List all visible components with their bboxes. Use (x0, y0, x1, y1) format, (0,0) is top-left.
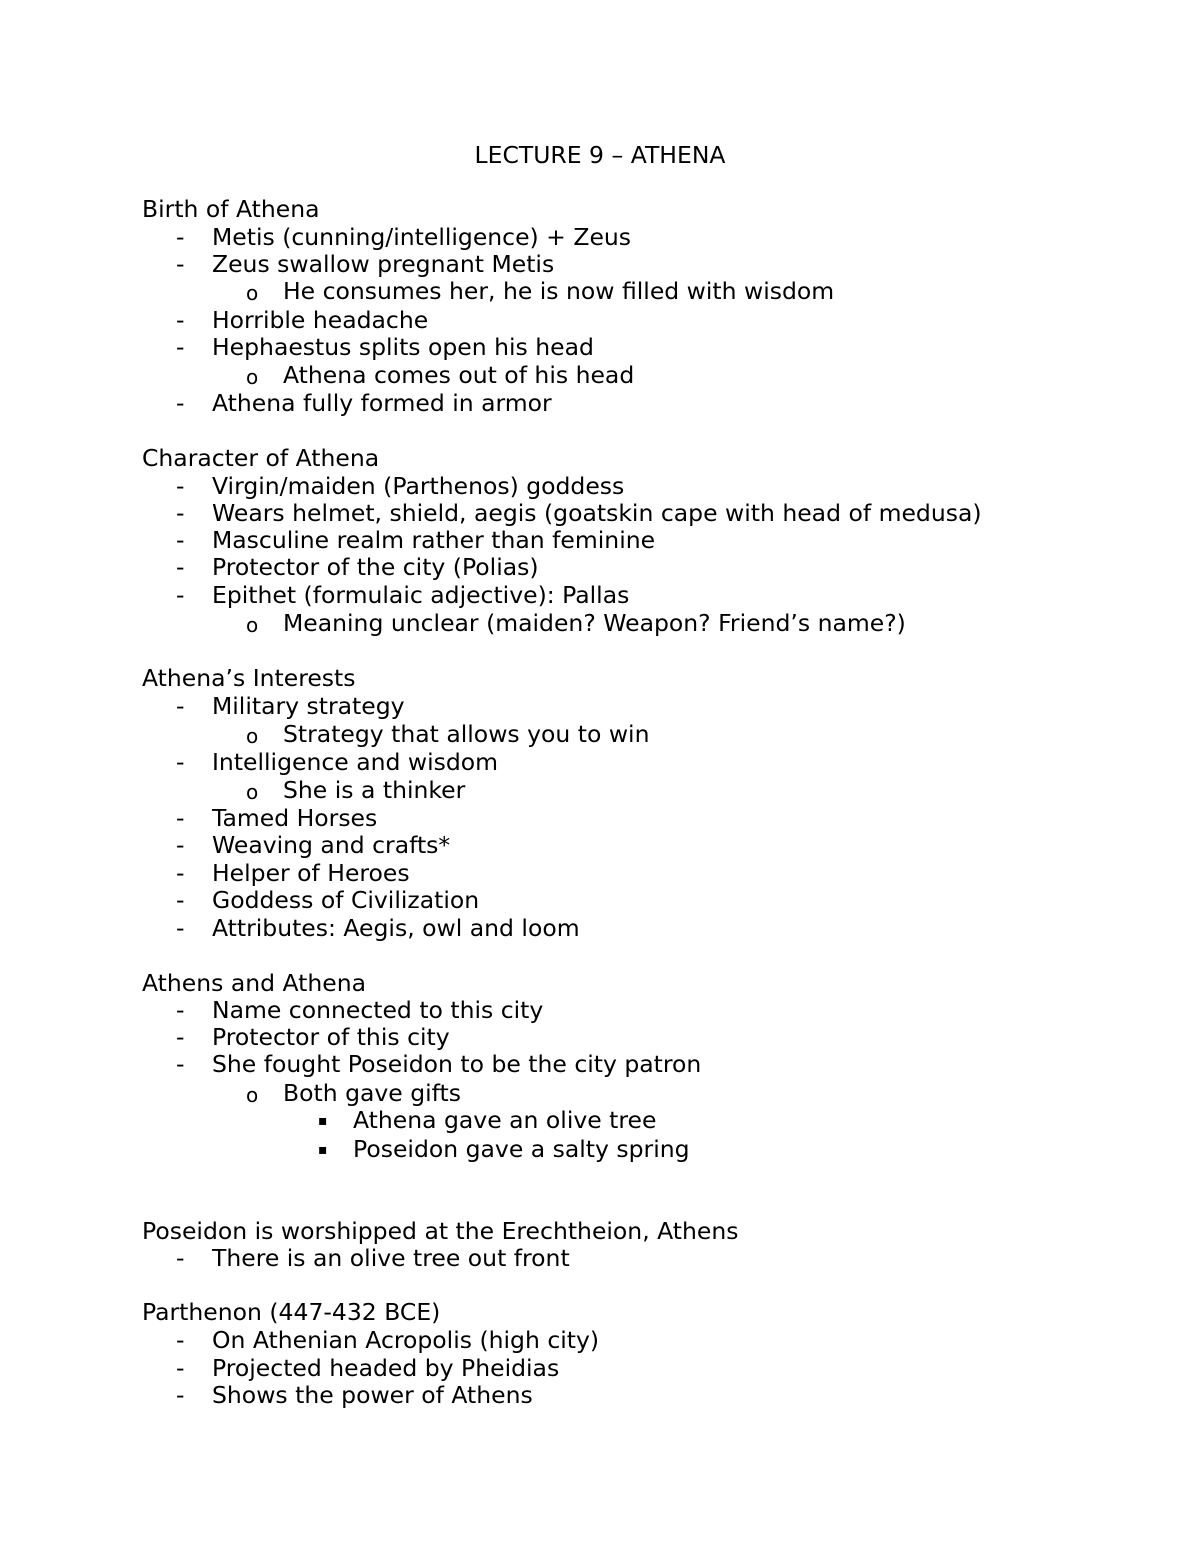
list-item-text: Name connected to this city (212, 996, 544, 1024)
list-item-text: Weaving and crafts* (212, 831, 451, 859)
dash-bullet: - (176, 389, 185, 417)
list-item (0, 1244, 1200, 1272)
list-item (0, 361, 1200, 389)
dash-bullet: - (176, 914, 185, 942)
list-item (0, 859, 1200, 887)
list-item-text: Strategy that allows you to win (283, 720, 650, 748)
dash-bullet: - (176, 804, 185, 832)
list-item-text: Intelligence and wisdom (212, 748, 499, 776)
list-item-text: Horrible headache (212, 306, 429, 334)
circle-bullet: o (246, 780, 259, 804)
list-item (0, 609, 1200, 637)
list-item-text: She is a thinker (283, 776, 466, 804)
list-item-text: Attributes: Aegis, owl and loom (212, 914, 580, 942)
list-item (0, 886, 1200, 914)
list-item (0, 389, 1200, 417)
list-item-text: Poseidon gave a salty spring (353, 1135, 690, 1163)
dash-bullet: - (176, 250, 185, 278)
list-item-text: Protector of the city (Polias) (212, 553, 539, 581)
list-item-text: Virgin/maiden (Parthenos) goddess (212, 472, 625, 500)
list-item (0, 472, 1200, 500)
section-heading: Athens and Athena (142, 969, 367, 997)
list-item (0, 720, 1200, 748)
dash-bullet: - (176, 886, 185, 914)
list-item (0, 1106, 1200, 1134)
list-item (0, 499, 1200, 527)
list-item-text: Goddess of Civilization (212, 886, 480, 914)
dash-bullet: - (176, 1050, 185, 1078)
dash-bullet: - (176, 1326, 185, 1354)
circle-bullet: o (246, 1083, 259, 1107)
dash-bullet: - (176, 333, 185, 361)
list-item-text: Military strategy (212, 692, 405, 720)
list-item (0, 804, 1200, 832)
list-item (0, 748, 1200, 776)
list-item (0, 1381, 1200, 1409)
page-title: LECTURE 9 – ATHENA (474, 141, 726, 169)
list-item (0, 1023, 1200, 1051)
list-item-text: Helper of Heroes (212, 859, 410, 887)
dash-bullet: - (176, 581, 185, 609)
square-bullet: ▪ (318, 1142, 328, 1158)
list-item (0, 692, 1200, 720)
dash-bullet: - (176, 1381, 185, 1409)
list-item-text: Athena fully formed in armor (212, 389, 552, 417)
list-item-text: Both gave gifts (283, 1079, 461, 1107)
dash-bullet: - (176, 526, 185, 554)
list-item-text: Athena gave an olive tree (353, 1106, 657, 1134)
list-item-text: He consumes her, he is now filled with wisdom (283, 277, 835, 305)
list-item (0, 333, 1200, 361)
list-item (0, 581, 1200, 609)
list-item-text: Meaning unclear (maiden? Weapon? Friend’s name?) (283, 609, 906, 637)
list-item-text: Zeus swallow pregnant Metis (212, 250, 555, 278)
list-item (0, 1135, 1200, 1163)
list-item-text: Metis (cunning/intelligence) + Zeus (212, 223, 632, 251)
list-item (0, 1354, 1200, 1382)
circle-bullet: o (246, 365, 259, 389)
section-heading: Character of Athena (142, 444, 380, 472)
section-heading: Poseidon is worshipped at the Erechtheion, Athens (142, 1217, 739, 1245)
list-item-text: She fought Poseidon to be the city patron (212, 1050, 702, 1078)
dash-bullet: - (176, 831, 185, 859)
dash-bullet: - (176, 1244, 185, 1272)
list-item (0, 277, 1200, 305)
dash-bullet: - (176, 996, 185, 1024)
list-item (0, 996, 1200, 1024)
list-item (0, 223, 1200, 251)
circle-bullet: o (246, 281, 259, 305)
list-item (0, 250, 1200, 278)
list-item (0, 553, 1200, 581)
list-item-text: Tamed Horses (212, 804, 378, 832)
list-item-text: Protector of this city (212, 1023, 450, 1051)
dash-bullet: - (176, 1023, 185, 1051)
list-item-text: Shows the power of Athens (212, 1381, 533, 1409)
dash-bullet: - (176, 472, 185, 500)
list-item (0, 914, 1200, 942)
list-item (0, 306, 1200, 334)
section-heading: Athena’s Interests (142, 664, 356, 692)
list-item-text: Masculine realm rather than feminine (212, 526, 656, 554)
list-item-text: Projected headed by Pheidias (212, 1354, 560, 1382)
list-item-text: Hephaestus splits open his head (212, 333, 594, 361)
section-heading: Birth of Athena (142, 195, 320, 223)
list-item (0, 526, 1200, 554)
list-item (0, 1326, 1200, 1354)
dash-bullet: - (176, 223, 185, 251)
list-item (0, 1079, 1200, 1107)
dash-bullet: - (176, 306, 185, 334)
dash-bullet: - (176, 859, 185, 887)
dash-bullet: - (176, 692, 185, 720)
list-item (0, 1050, 1200, 1078)
square-bullet: ▪ (318, 1113, 328, 1129)
list-item-text: On Athenian Acropolis (high city) (212, 1326, 600, 1354)
list-item-text: There is an olive tree out front (212, 1244, 570, 1272)
list-item-text: Wears helmet, shield, aegis (goatskin cape with head of medusa) (212, 499, 982, 527)
dash-bullet: - (176, 1354, 185, 1382)
list-item (0, 776, 1200, 804)
list-item-text: Athena comes out of his head (283, 361, 635, 389)
dash-bullet: - (176, 499, 185, 527)
dash-bullet: - (176, 553, 185, 581)
list-item-text: Epithet (formulaic adjective): Pallas (212, 581, 630, 609)
dash-bullet: - (176, 748, 185, 776)
list-item (0, 831, 1200, 859)
circle-bullet: o (246, 613, 259, 637)
circle-bullet: o (246, 724, 259, 748)
section-heading: Parthenon (447-432 BCE) (142, 1298, 441, 1326)
